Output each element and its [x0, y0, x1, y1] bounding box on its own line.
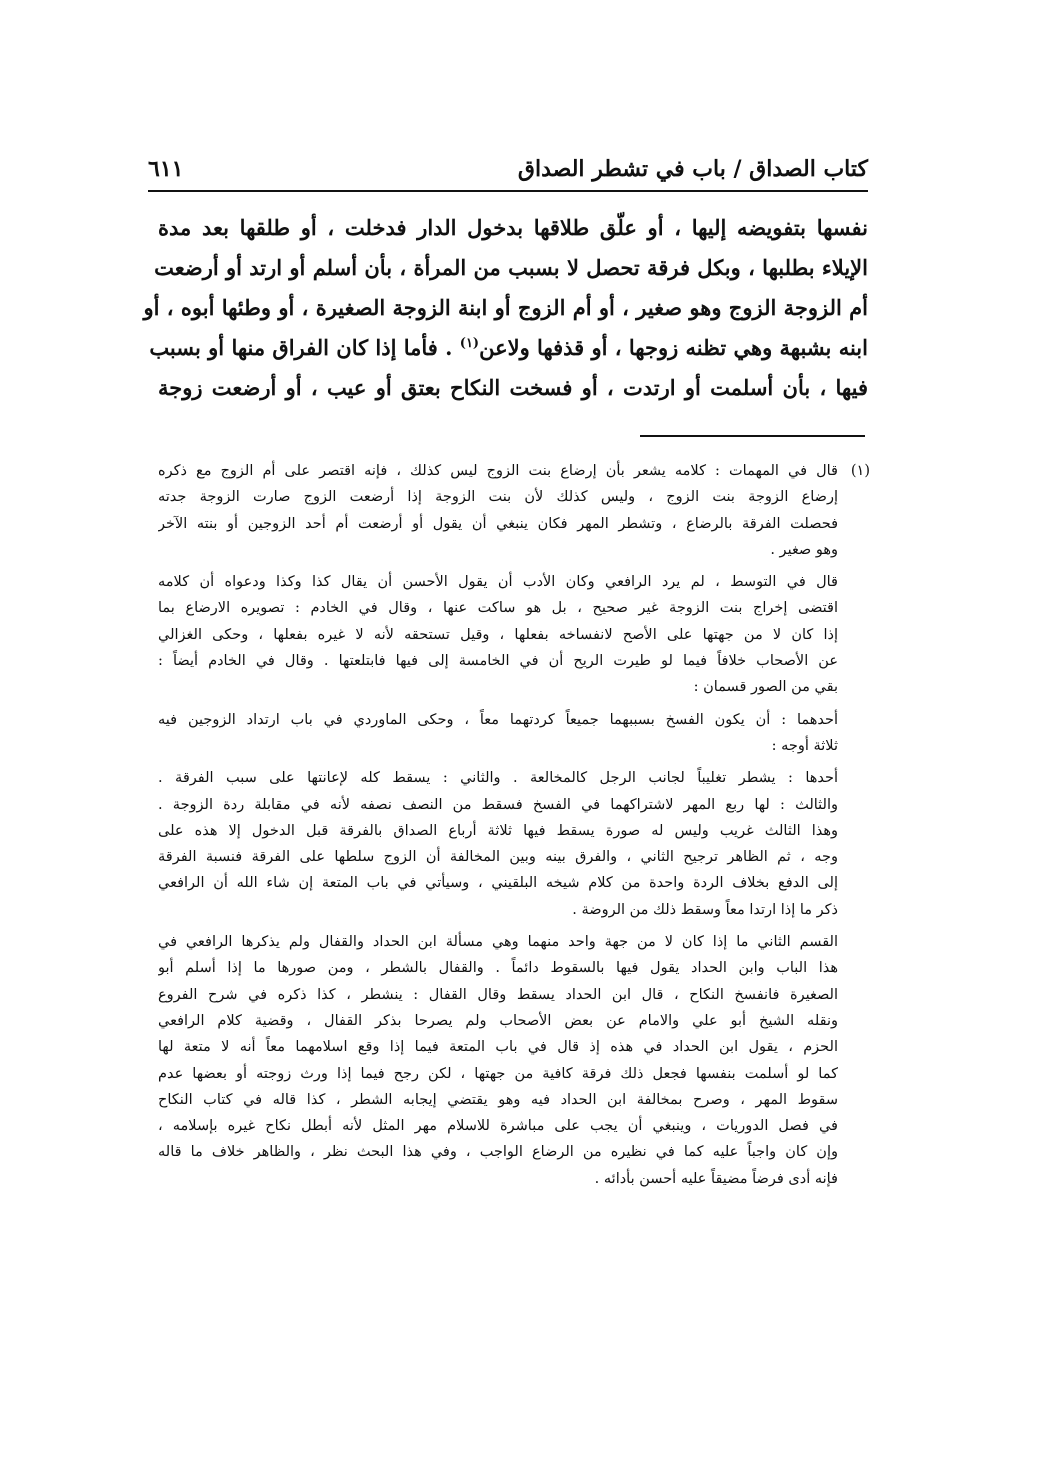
footnote-line: في فصل الدوريات ، وينبغي أن يجب على مباشرة للاسلام مهر المثل لأنه أبطل نكاح غيره بإسلامه ،	[158, 1118, 838, 1135]
main-text-line-start: ابنه بشبهة وهي تظنه زوجها ، أو قذفها ولاعن	[479, 335, 868, 360]
main-text	[143, 208, 868, 408]
footnote-line: أحدها : يشطر تغليباً لجانب الرجل كالمخالعة . والثاني : يسقط كله لإعانتها على سبب الفرقة .	[158, 770, 838, 787]
footnote-line: بقي من الصور قسمان :	[693, 679, 838, 696]
footnote-paragraph	[158, 458, 838, 563]
footnote-separator	[640, 435, 865, 437]
footnote-line: فحصلت الفرقة بالرضاع ، وتشطر المهر فكان ينبغي أن يقول أو أرضعت أم أحد الزوجين أو بنته الآخر	[158, 515, 838, 532]
page-header	[148, 150, 868, 192]
footnote-line: وهو صغير .	[770, 541, 838, 558]
footnote-line: قال في التوسط ، لم يرد الرافعي وكان الأدب أن يقول الأحسن أن يقال كذا وكذا ودعواه أن كلامه	[158, 574, 838, 591]
footnote-number: (١)	[850, 463, 870, 479]
footnote-paragraph	[158, 765, 838, 923]
footnote-paragraph	[158, 929, 838, 1192]
footnote-reference[interactable]: (١)	[459, 336, 480, 351]
footnote-line: وهذا الثالث غريب وليس له صورة يسقط فيها ثلاثة أرباع الصداق بالفرقة قبل الدخول إلا هذه على	[158, 822, 838, 839]
main-text-line: أم الزوجة الزوج وهو صغير ، أو أم الزوج أو ابنة الزوجة الصغيرة ، أو وطئها أبوه ، أو	[143, 295, 868, 320]
main-text-line: نفسها بتفويضه إليها ، أو علّق طلاقها بدخول الدار فدخلت ، أو طلقها بعد مدة	[158, 215, 868, 240]
footnote-line: سقوط المهر ، وصرح بمخالفة ابن الحداد فيه وهو يقتضي إيجابه الشطر ، كذا قاله في كتاب النكاح	[158, 1091, 838, 1108]
footnote-line: الصغيرة فانفسخ النكاح ، قال ابن الحداد يسقط وقال القفال : ينشطر ، كذا ذكره في شرح الفروع	[158, 986, 838, 1003]
footnotes	[158, 458, 870, 1192]
main-text-line: الإيلاء بطلبها ، وبكل فرقة تحصل لا بسبب من المرأة ، بأن أسلم أو ارتد أو أرضعت	[154, 255, 868, 280]
footnote-paragraph	[158, 707, 838, 760]
footnote-line: إرضاع الزوجة بنت الزوج ، وليس كذلك لأن بنت الزوجة إذا أرضعت الزوج صارت الزوجة جدته	[158, 489, 838, 506]
footnote-paragraph	[158, 569, 838, 700]
main-text-line-end: . فأما إذا كان الفراق منها أو بسبب	[149, 335, 460, 360]
footnote-line: عن الأصحاب خلافاً فيما لو طيرت الريح أن في الخامسة إلى فيها فابتلعتها . وقال في الخادم أيضاً :	[158, 653, 838, 670]
main-text-line-with-ref	[149, 328, 868, 368]
footnote-line: والثالث : لها ربع المهر لاشتراكهما في الفسخ فسقط من النصف نصفه لأنه في مقابلة ردة الزوجة .	[158, 796, 838, 813]
footnote-line: اقتضى إخراج بنت الزوجة غير صحيح ، بل هو ساكت عنها ، وقال في الخادم : تصويره الارضاع بما	[158, 600, 838, 617]
footnote-line: وإن كان واجباً عليه كما في نظيره من الرضاع الواجب ، وفي هذا البحث نظر ، والظاهر خلاف ما قاله	[158, 1144, 838, 1161]
footnote-line: ذكر ما إذا ارتدا معاً وسقط ذلك من الروضة .	[572, 901, 838, 918]
footnote-line: ونقله الشيخ أبو علي والامام عن بعض الأصحاب ولم يصرحا بذكر القفال ، وقضية كلام الرافعي	[158, 1012, 838, 1029]
main-text-line: فيها ، بأن أسلمت أو ارتدت ، أو فسخت النكاح بعتق أو عيب ، أو أرضعت زوجة	[158, 375, 868, 400]
page-number: ٦١١	[148, 156, 184, 182]
footnote-line: إذا كان لا من جهتها على الأصح لانفساخه بفعلها ، وقيل تستحقه لأنه لا غيره بفعلها ، وحكى الغزالي	[158, 626, 838, 643]
footnote-line: وجه ، ثم الظاهر ترجيح الثاني ، والفرق بينه وبين المخالفة أن الزوج سلطها على الفرقة فنسبة الفرقة	[158, 849, 838, 866]
footnote-line: كما لو أسلمت بنفسها فجعل ذلك فرقة كافية من جهتها ، لكن رجح فيما إذا ورث زوجته أو بعضها عدم	[158, 1065, 838, 1082]
footnote-line: قال في المهمات : كلامه يشعر بأن إرضاع بنت الزوج ليس كذلك ، فإنه اقتصر على أم الزوج مع ذكره	[158, 463, 838, 479]
footnote-line: ثلاثة أوجه :	[771, 737, 838, 754]
footnote-line: هذا الباب وابن الحداد يقول فيها بالسقوط دائماً . والقفال بالشطر ، ومن صورها ما إذا أسلم أبو	[158, 960, 838, 977]
footnote-line: القسم الثاني ما إذا كان لا من جهة واحد منهما وهي مسألة ابن الحداد والقفال ولم يذكرها الرافعي في	[158, 934, 838, 951]
running-title: كتاب الصداق / باب في تشطر الصداق	[517, 156, 868, 182]
footnote-line: إلى الدفع بخلاف الردة واحدة من كلام شيخه البلقيني ، وسيأتي في باب المتعة إن شاء الله أن الرافعي	[158, 875, 838, 892]
footnote-line: أحدهما : أن يكون الفسخ بسببهما جميعاً كردتهما معاً ، وحكى الماوردي في باب ارتداد الزوجين فيه	[158, 711, 838, 728]
footnote-line: فإنه أدى فرضاً مضيقاً عليه أحسن بأدائه .	[594, 1170, 838, 1187]
footnote-line: الحزم ، يقول ابن الحداد في هذه إذ قال في باب المتعة فيما إذا وقع اسلامهما معاً أنه لا متعة لها	[158, 1039, 838, 1056]
